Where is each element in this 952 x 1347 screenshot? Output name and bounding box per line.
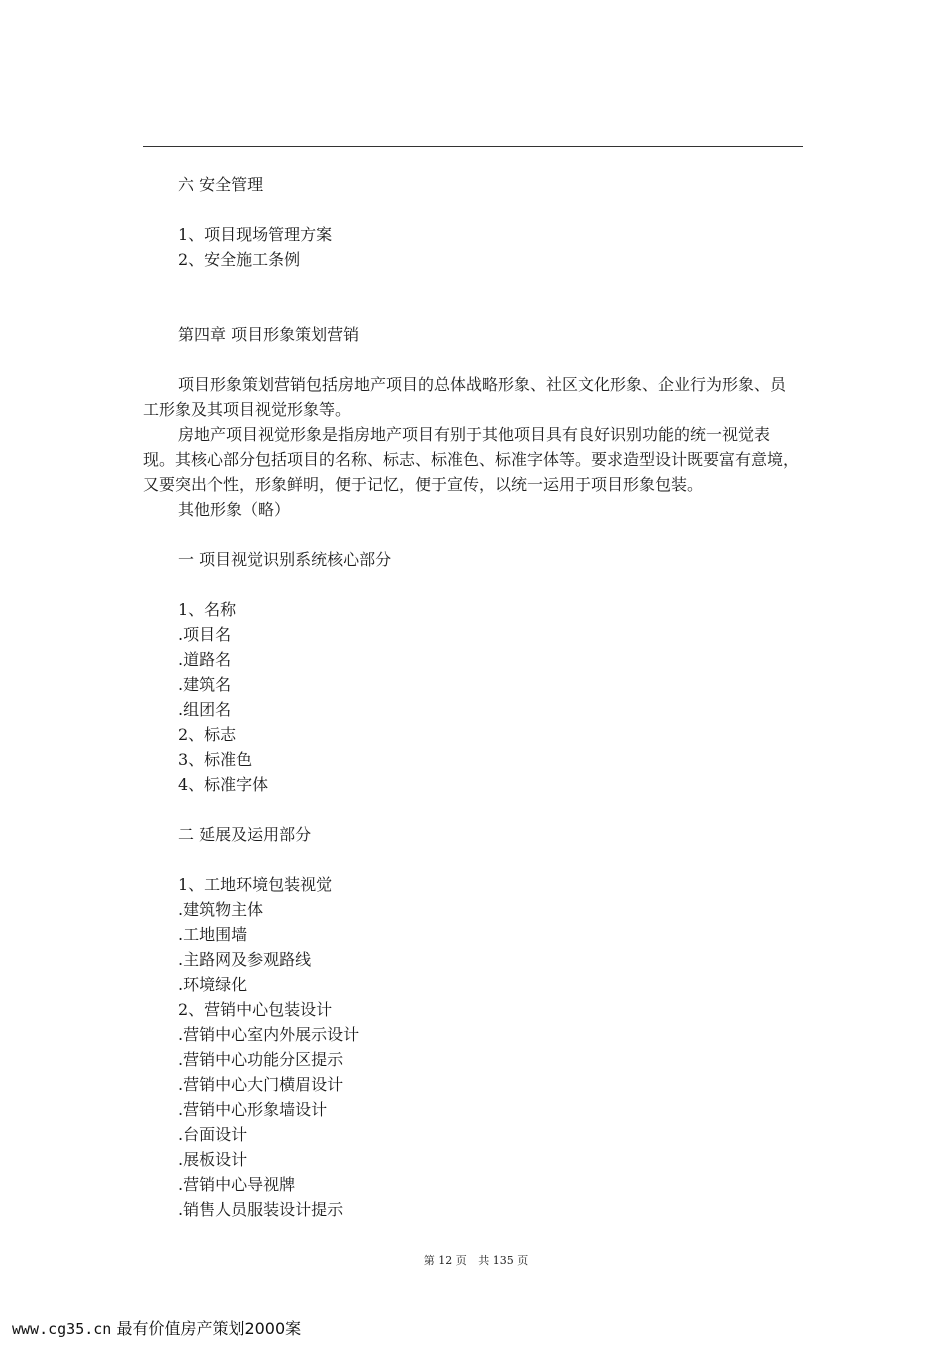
chapter-title: 第四章 项目形象策划营销: [178, 325, 360, 344]
section-heading-safety: 六 安全管理: [178, 175, 264, 194]
list-item: 3、标准色: [178, 750, 253, 769]
list-item: .营销中心导视牌: [178, 1175, 296, 1194]
paragraph-line: 房地产项目视觉形象是指房地产项目有别于其他项目具有良好识别功能的统一视觉表: [178, 425, 771, 444]
list-item: 2、营销中心包装设计: [178, 1000, 333, 1019]
paragraph-line: 工形象及其项目视觉形象等。: [143, 400, 352, 419]
page-number: 第 12 页: [423, 1254, 467, 1267]
list-item: 1、项目现场管理方案: [178, 225, 333, 244]
paragraph-line: 其他形象（略）: [178, 500, 291, 519]
list-item: .营销中心形象墙设计: [178, 1100, 328, 1119]
list-item: .组团名: [178, 700, 232, 719]
list-item: .展板设计: [178, 1150, 248, 1169]
page-total: 共 135 页: [478, 1254, 529, 1267]
section-heading-extension: 二 延展及运用部分: [178, 825, 312, 844]
list-item: .道路名: [178, 650, 232, 669]
list-item: .营销中心功能分区提示: [178, 1050, 344, 1069]
paragraph-line: 又要突出个性，形象鲜明，便于记忆，便于宣传，以统一运用于项目形象包装。: [143, 475, 704, 494]
list-item: .营销中心大门横眉设计: [178, 1075, 344, 1094]
list-item: 2、标志: [178, 725, 237, 744]
paragraph-line: 现。其核心部分包括项目的名称、标志、标准色、标准字体等。要求造型设计既要富有意境，: [143, 450, 800, 469]
list-item: .销售人员服装设计提示: [178, 1200, 344, 1219]
list-item: .环境绿化: [178, 975, 248, 994]
list-item: 1、名称: [178, 600, 237, 619]
watermark: [12, 1319, 301, 1339]
list-item: 1、工地环境包装视觉: [178, 875, 333, 894]
list-item: .营销中心室内外展示设计: [178, 1025, 360, 1044]
list-item: .项目名: [178, 625, 232, 644]
page-footer: [0, 1254, 952, 1268]
list-item: .建筑名: [178, 675, 232, 694]
header-rule: [143, 146, 803, 147]
section-heading-core: 一 项目视觉识别系统核心部分: [178, 550, 392, 569]
list-item: 4、标准字体: [178, 775, 269, 794]
list-item: 2、安全施工条例: [178, 250, 301, 269]
list-item: .主路网及参观路线: [178, 950, 312, 969]
watermark-url: www.cg35.cn: [12, 1320, 112, 1338]
list-item: .台面设计: [178, 1125, 248, 1144]
list-item: .建筑物主体: [178, 900, 264, 919]
list-item: .工地围墙: [178, 925, 248, 944]
watermark-text: 最有价值房产策划2000案: [116, 1319, 302, 1338]
paragraph-line: 项目形象策划营销包括房地产项目的总体战略形象、社区文化形象、企业行为形象、员: [178, 375, 787, 394]
